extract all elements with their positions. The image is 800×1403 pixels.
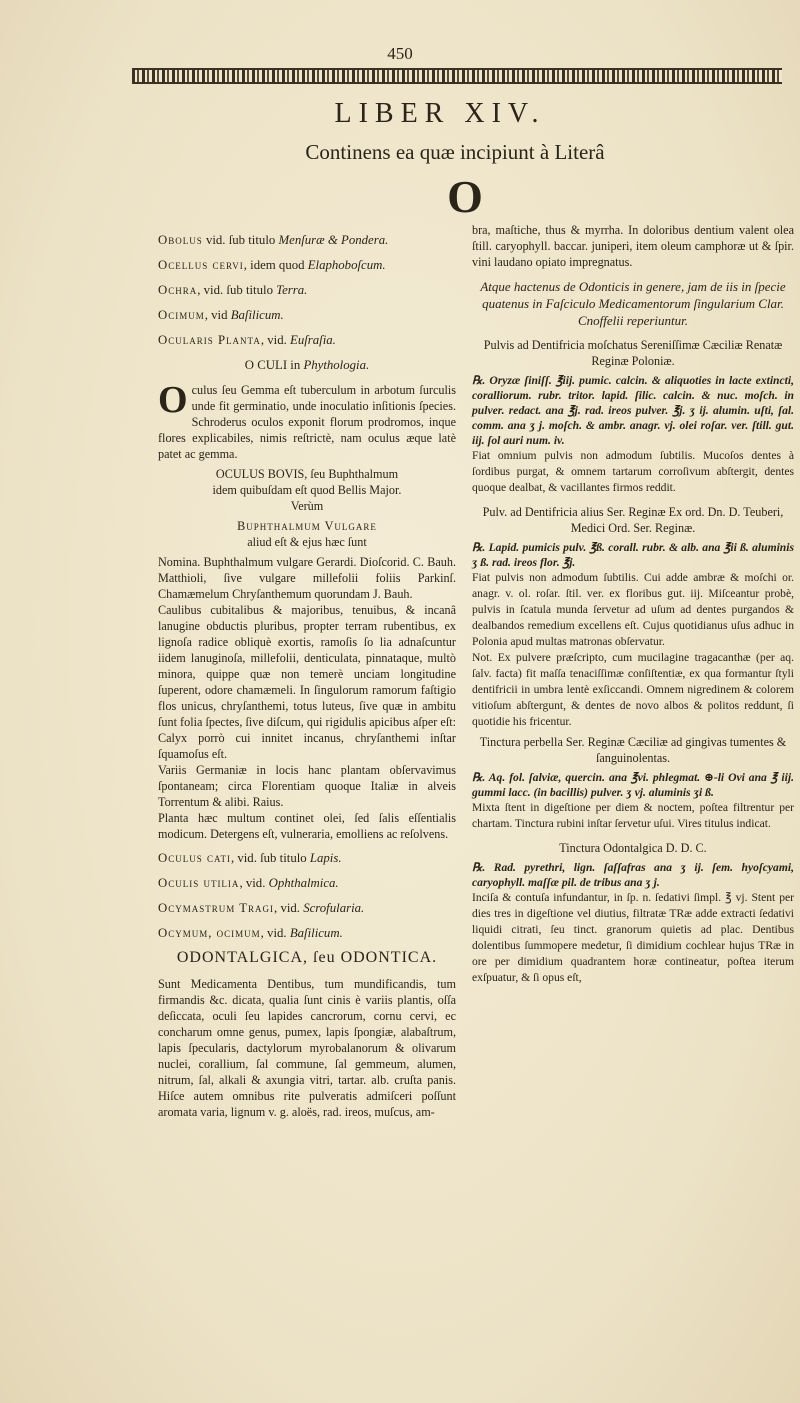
pulvis2-title: Pulv. ad Dentifricia alius Ser. Reginæ Ex ord. Dn. D. Teuberi, Medici Ord. Ser. Reginæ. (482, 505, 784, 535)
odontalgica-paragraph: Sunt Medicamenta Dentibus, tum mundificandis, tum firmandis &c. dicata, qualia ſunt cinis è variis plantis, oſſa deſiccata, oculi ſeu lapides cancrorum, cornu cervi, ec concharum omne genus, pumex, lapis ſpongiæ, alabaſtrum, lapis ſpecularis, dactylorum myrobalanorum & olivarum nuclei, corallium, ſal commune, ſal gemmeum, alumen, nitrum, ſal, alkali & axungia vitri, tartar. alb. cruſta panis. Hiſce autem omnibus rite pulveratis admiſceri poſſunt aromata varia, lignum v. g. aloës, rad. ireos, muſcus, am- (158, 977, 456, 1119)
drop-cap: O (158, 379, 188, 421)
pulvis1-title: Pulvis ad Dentifricia moſchatus Sereniſſimæ Cæciliæ Renatæ Reginæ Poloniæ. (483, 338, 783, 368)
entry-ocellus: Ocellus cervi, idem quod Elaphoboſcum. (158, 258, 386, 272)
tinctura1-recipe: ℞. Aq. fol. ſalviæ, quercin. ana ℥vi. phlegmat. ⊕-li Ovi ana ℥ iij. gummi lacc. (in bacillis) pulver. ʒ vj. aluminis ʒi ß. (472, 771, 794, 799)
verum-line: Verùm (290, 499, 324, 513)
entry-oculis-utilia: Oculis utilia, vid. Ophthalmica. (158, 876, 339, 890)
oculus-bovis-sub: idem quibuſdam eſt quod Bellis Major. (212, 483, 402, 497)
oculus-paragraph: Oculus ſeu Gemma eſt tuberculum in arbotum ſurculis unde fit germinatio, unde inoculatio inſitionis ſpecies. Schroderus oculos exponit florum prodromos, inque flores explicabiles, nimis reſtrictè, nam oculus æque latè patet ac gemma. (158, 379, 456, 461)
tinctura2-text: Inciſa & contuſa infundantur, in ſp. n. ſedativi ſimpl. ℥ vj. Stent per dies tres in digeſtione vel diutius, filtratæ TRæ adde extracti ſedativi liquidi citrati, ſeu tinct. granorum quietis ad plac. Dentibus dolentibus ſummopere medetur, ſi dimidium cochlear hujus TRæ in ore per dimidium quadrantem horæ contineatur, poſtea iterum exſpuatur, & ſi opus eſt, (472, 891, 794, 984)
caulibus-paragraph: Caulibus cubitalibus & majoribus, tenuibus, & incanâ lanugine obductis pluribus, propter terram rubentibus, ex lignoſa radice obliquè exortis, ramoſis ſo lia adnaſcuntur iidem lanuginoſa, millefolii, denticulata, pinnataque, multò minora, quippe quæ non temerè unciam longitudine ſuperent, odore chamæmeli. In ſingulorum ramorum faſtigio flos unicus, chryſanthemi, totus luteus, ſive quæ in ambitu ſunt folia ſpectes, ſive diſcum, qui rigidulis apicibus aſper eſt: Calyx porrò cui innitet incanus, chryſanthemi inſtar ſquamoſus eſt. (158, 603, 456, 761)
tinctura2-recipe: ℞. Rad. pyrethri, lign. ſaſſafras ana ʒ ij. ſem. hyoſcyami, caryophyll. maſſæ pil. de tribus ana ʒ j. (472, 861, 794, 889)
pulvis1-text: Fiat omnium pulvis non admodum ſubtilis. Mucoſos dentes à ſordibus purgat, & omnem tartarum corroſivum abſtergit, dentes quoque dealbat, & vacillantes firmos reddit. (472, 449, 794, 494)
page-number: 450 (387, 44, 413, 63)
pulvis1-recipe: ℞. Oryzæ ſiniſſ. ℥iij. pumic. calcin. & aliquoties in lacte extincti, coralliorum. rubr. tritor. lapid. ſilic. calcin. & nuc. moſch. in pulver. redact. ana ℥j. rad. ireos pulver. ℥j. ʒ ij. alumin. uſti, ſal. comm. ana ʒ j. moſch. & ambr. anagr. vj. olei roſar. ver. ſtill. gut. iij. ſol auri num. iv. (472, 374, 794, 447)
tinctura1-title: Tinctura perbella Ser. Reginæ Cæciliæ ad gingivas tumentes & ſanguinolentas. (479, 735, 787, 765)
ornamental-border (132, 68, 782, 84)
odontalgica-heading: ODONTALGICA, ſeu ODONTICA. (176, 949, 438, 966)
pulvis2-text: Fiat pulvis non admodum ſubtilis. Cui adde ambræ & moſchi or. anagr. v. ol. roſar. ſtil. ver. ex floribus gut. iij. Miſceantur probè, pulvis in ſcatula munda ſervetur ad uſum ad dentes purgandos & dealbandos remedium excellens eſt. Cujus quotidianus uſus adhuc in Polonia apud multas matronas obſervatur. (472, 571, 794, 648)
pulvis2-recipe: ℞. Lapid. pumicis pulv. ℥ß. corall. rubr. & alb. ana ℥ii ß. aluminis ʒ ß. rad. ireos flor. ℥j. (472, 541, 794, 569)
entry-obolus: Obolus vid. ſub titulo Menſuræ & Pondera. (158, 233, 389, 247)
right-column (472, 222, 794, 986)
continuation-paragraph: bra, maſtiche, thus & myrrha. In doloribus dentium valent olea ſtill. caryophyll. baccar. juniperi, item oleum camphoræ ut & ſpir. vini laudano opiato impregnatus. (472, 223, 794, 269)
oculus-bovis-heading: OCULUS BOVIS, ſeu Buphthalmum (215, 467, 399, 481)
entry-oculi: O CULI in Phythologia. (244, 358, 370, 372)
book-subtitle: Continens ea quæ incipiunt à Literâ (305, 140, 605, 164)
nota-paragraph: Not. Ex pulvere præſcripto, cum mucilagine tragacanthæ (per aq. ſalv. facta) fit maſſa tenaciſſimæ conſiſtentiæ, ex qua formantur ſtyli dentifricii in umbra lentè exſiccandi. Omnem nigredinem & colorem vitioſum abſtergunt, & dentes de novo albos & politos reddunt, ſi quotidie his fricentur. (472, 651, 794, 728)
buphthalmum-heading: Buphthalmum Vulgare (237, 519, 377, 533)
planta-paragraph: Planta hæc multum continet olei, ſed ſalis eſſentialis modicum. Detergens eſt, vulneraria, emolliens ac reſolvens. (158, 811, 456, 841)
entry-ocymastrum: Ocymastrum Tragi, vid. Scrofularia. (158, 901, 365, 915)
section-letter: O (447, 171, 483, 222)
entry-oculus-cati: Oculus cati, vid. ſub titulo Lapis. (158, 851, 342, 865)
left-column (158, 232, 456, 1120)
odontics-intro: Atque hactenus de Odonticis in genere, jam de iis in ſpecie quatenus in Faſciculo Medicamentorum ſingularium Clar. Cnoffelii reperiuntur. (480, 279, 786, 328)
entry-ochra: Ochra, vid. ſub titulo Terra. (158, 283, 308, 297)
nomina-paragraph: Nomina. Buphthalmum vulgare Gerardi. Dioſcorid. C. Bauh. Matthioli, ſive vulgare millefolii foliis Parkinſ. Chamæmelum Chryſanthemum quorundam J. Bauh. (158, 555, 456, 601)
tinctura1-text: Mixta ſtent in digeſtione per diem & noctem, poſtea filtrentur per chartam. Tinctura rubini inſtar ſervetur uſui. Vires titulus indicat. (472, 801, 794, 830)
entry-ocymum: Ocymum, ocimum, vid. Baſilicum. (158, 926, 343, 940)
book-title: LIBER XIV. (334, 98, 546, 129)
entry-ocimum: Ocimum, vid Baſilicum. (158, 308, 284, 322)
buphthalmum-sub: aliud eſt & ejus hæc ſunt (247, 535, 367, 549)
tinctura2-title: Tinctura Odontalgica D. D. C. (559, 841, 707, 855)
variis-paragraph: Variis Germaniæ in locis hanc plantam obſervavimus ſpontaneam; circa Florentiam quoque Italiæ in alveis Torrentum & alibi. Raius. (158, 763, 456, 809)
entry-ocularis: Ocularis Planta, vid. Euſraſia. (158, 333, 336, 347)
